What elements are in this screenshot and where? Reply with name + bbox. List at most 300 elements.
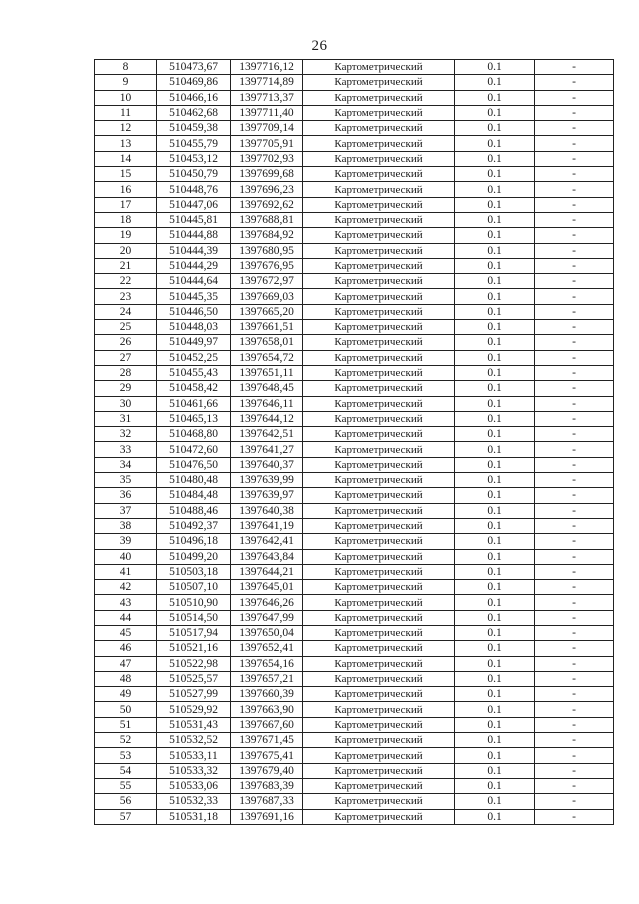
table-row — [95, 641, 614, 656]
method-cell: Картометрический — [303, 228, 455, 243]
accuracy-cell: 0.1 — [455, 580, 535, 595]
x-coordinate-cell: 510521,16 — [157, 641, 231, 656]
point-number-cell: 34 — [95, 457, 157, 472]
x-coordinate-cell: 510488,46 — [157, 503, 231, 518]
table-row — [95, 809, 614, 824]
accuracy-cell: 0.1 — [455, 717, 535, 732]
point-number-cell: 8 — [95, 60, 157, 75]
table-row — [95, 121, 614, 136]
note-cell: - — [535, 580, 614, 595]
y-coordinate-cell: 1397660,39 — [231, 687, 303, 702]
note-cell: - — [535, 411, 614, 426]
point-number-cell: 52 — [95, 733, 157, 748]
point-number-cell: 10 — [95, 90, 157, 105]
x-coordinate-cell: 510503,18 — [157, 564, 231, 579]
y-coordinate-cell: 1397639,99 — [231, 473, 303, 488]
y-coordinate-cell: 1397688,81 — [231, 212, 303, 227]
x-coordinate-cell: 510465,13 — [157, 411, 231, 426]
y-coordinate-cell: 1397644,21 — [231, 564, 303, 579]
table-row — [95, 748, 614, 763]
y-coordinate-cell: 1397639,97 — [231, 488, 303, 503]
method-cell: Картометрический — [303, 656, 455, 671]
accuracy-cell: 0.1 — [455, 75, 535, 90]
point-number-cell: 33 — [95, 442, 157, 457]
method-cell: Картометрический — [303, 105, 455, 120]
table-row — [95, 564, 614, 579]
method-cell: Картометрический — [303, 671, 455, 686]
accuracy-cell: 0.1 — [455, 335, 535, 350]
note-cell: - — [535, 365, 614, 380]
x-coordinate-cell: 510514,50 — [157, 610, 231, 625]
x-coordinate-cell: 510473,67 — [157, 60, 231, 75]
table-row — [95, 534, 614, 549]
accuracy-cell: 0.1 — [455, 60, 535, 75]
y-coordinate-cell: 1397709,14 — [231, 121, 303, 136]
note-cell: - — [535, 794, 614, 809]
y-coordinate-cell: 1397648,45 — [231, 381, 303, 396]
accuracy-cell: 0.1 — [455, 427, 535, 442]
point-number-cell: 41 — [95, 564, 157, 579]
method-cell: Картометрический — [303, 350, 455, 365]
point-number-cell: 27 — [95, 350, 157, 365]
accuracy-cell: 0.1 — [455, 304, 535, 319]
y-coordinate-cell: 1397683,39 — [231, 778, 303, 793]
table-row — [95, 687, 614, 702]
point-number-cell: 50 — [95, 702, 157, 717]
table-row — [95, 381, 614, 396]
method-cell: Картометрический — [303, 457, 455, 472]
point-number-cell: 24 — [95, 304, 157, 319]
y-coordinate-cell: 1397702,93 — [231, 151, 303, 166]
accuracy-cell: 0.1 — [455, 381, 535, 396]
y-coordinate-cell: 1397667,60 — [231, 717, 303, 732]
table-row — [95, 365, 614, 380]
x-coordinate-cell: 510499,20 — [157, 549, 231, 564]
table-row — [95, 182, 614, 197]
y-coordinate-cell: 1397650,04 — [231, 625, 303, 640]
x-coordinate-cell: 510476,50 — [157, 457, 231, 472]
x-coordinate-cell: 510517,94 — [157, 625, 231, 640]
y-coordinate-cell: 1397641,27 — [231, 442, 303, 457]
accuracy-cell: 0.1 — [455, 625, 535, 640]
y-coordinate-cell: 1397643,84 — [231, 549, 303, 564]
method-cell: Картометрический — [303, 381, 455, 396]
method-cell: Картометрический — [303, 549, 455, 564]
table-row — [95, 580, 614, 595]
y-coordinate-cell: 1397696,23 — [231, 182, 303, 197]
x-coordinate-cell: 510532,52 — [157, 733, 231, 748]
method-cell: Картометрический — [303, 75, 455, 90]
method-cell: Картометрический — [303, 778, 455, 793]
accuracy-cell: 0.1 — [455, 121, 535, 136]
y-coordinate-cell: 1397671,45 — [231, 733, 303, 748]
x-coordinate-cell: 510455,79 — [157, 136, 231, 151]
accuracy-cell: 0.1 — [455, 197, 535, 212]
x-coordinate-cell: 510445,81 — [157, 212, 231, 227]
table-row — [95, 733, 614, 748]
method-cell: Картометрический — [303, 167, 455, 182]
note-cell: - — [535, 258, 614, 273]
table-row — [95, 488, 614, 503]
x-coordinate-cell: 510472,60 — [157, 442, 231, 457]
y-coordinate-cell: 1397676,95 — [231, 258, 303, 273]
x-coordinate-cell: 510444,88 — [157, 228, 231, 243]
accuracy-cell: 0.1 — [455, 350, 535, 365]
table-row — [95, 503, 614, 518]
note-cell: - — [535, 595, 614, 610]
accuracy-cell: 0.1 — [455, 702, 535, 717]
note-cell: - — [535, 320, 614, 335]
method-cell: Картометрический — [303, 396, 455, 411]
accuracy-cell: 0.1 — [455, 243, 535, 258]
y-coordinate-cell: 1397680,95 — [231, 243, 303, 258]
table-row — [95, 702, 614, 717]
note-cell: - — [535, 564, 614, 579]
accuracy-cell: 0.1 — [455, 610, 535, 625]
point-number-cell: 31 — [95, 411, 157, 426]
method-cell: Картометрический — [303, 365, 455, 380]
point-number-cell: 28 — [95, 365, 157, 380]
note-cell: - — [535, 778, 614, 793]
table-row — [95, 304, 614, 319]
table-row — [95, 595, 614, 610]
note-cell: - — [535, 197, 614, 212]
point-number-cell: 16 — [95, 182, 157, 197]
accuracy-cell: 0.1 — [455, 763, 535, 778]
point-number-cell: 42 — [95, 580, 157, 595]
table-row — [95, 473, 614, 488]
table-row — [95, 274, 614, 289]
point-number-cell: 25 — [95, 320, 157, 335]
method-cell: Картометрический — [303, 687, 455, 702]
accuracy-cell: 0.1 — [455, 182, 535, 197]
accuracy-cell: 0.1 — [455, 733, 535, 748]
y-coordinate-cell: 1397658,01 — [231, 335, 303, 350]
point-number-cell: 57 — [95, 809, 157, 824]
x-coordinate-cell: 510453,12 — [157, 151, 231, 166]
x-coordinate-cell: 510529,92 — [157, 702, 231, 717]
note-cell: - — [535, 289, 614, 304]
coordinates-table-body — [95, 60, 614, 825]
x-coordinate-cell: 510510,90 — [157, 595, 231, 610]
accuracy-cell: 0.1 — [455, 442, 535, 457]
note-cell: - — [535, 549, 614, 564]
method-cell: Картометрический — [303, 763, 455, 778]
y-coordinate-cell: 1397705,91 — [231, 136, 303, 151]
note-cell: - — [535, 335, 614, 350]
accuracy-cell: 0.1 — [455, 136, 535, 151]
note-cell: - — [535, 427, 614, 442]
method-cell: Картометрический — [303, 320, 455, 335]
note-cell: - — [535, 60, 614, 75]
table-row — [95, 320, 614, 335]
point-number-cell: 35 — [95, 473, 157, 488]
table-row — [95, 350, 614, 365]
x-coordinate-cell: 510533,06 — [157, 778, 231, 793]
table-row — [95, 60, 614, 75]
method-cell: Картометрический — [303, 121, 455, 136]
accuracy-cell: 0.1 — [455, 687, 535, 702]
method-cell: Картометрический — [303, 411, 455, 426]
x-coordinate-cell: 510458,42 — [157, 381, 231, 396]
table-row — [95, 90, 614, 105]
point-number-cell: 29 — [95, 381, 157, 396]
note-cell: - — [535, 350, 614, 365]
table-row — [95, 625, 614, 640]
method-cell: Картометрический — [303, 304, 455, 319]
note-cell: - — [535, 534, 614, 549]
y-coordinate-cell: 1397716,12 — [231, 60, 303, 75]
note-cell: - — [535, 702, 614, 717]
point-number-cell: 30 — [95, 396, 157, 411]
y-coordinate-cell: 1397675,41 — [231, 748, 303, 763]
method-cell: Картометрический — [303, 274, 455, 289]
table-row — [95, 258, 614, 273]
table-row — [95, 105, 614, 120]
table-row — [95, 427, 614, 442]
method-cell: Картометрический — [303, 595, 455, 610]
x-coordinate-cell: 510469,86 — [157, 75, 231, 90]
x-coordinate-cell: 510533,32 — [157, 763, 231, 778]
table-row — [95, 610, 614, 625]
note-cell: - — [535, 151, 614, 166]
method-cell: Картометрический — [303, 794, 455, 809]
method-cell: Картометрический — [303, 335, 455, 350]
x-coordinate-cell: 510461,66 — [157, 396, 231, 411]
point-number-cell: 43 — [95, 595, 157, 610]
y-coordinate-cell: 1397640,38 — [231, 503, 303, 518]
accuracy-cell: 0.1 — [455, 518, 535, 533]
point-number-cell: 46 — [95, 641, 157, 656]
x-coordinate-cell: 510531,43 — [157, 717, 231, 732]
accuracy-cell: 0.1 — [455, 794, 535, 809]
y-coordinate-cell: 1397714,89 — [231, 75, 303, 90]
method-cell: Картометрический — [303, 717, 455, 732]
point-number-cell: 32 — [95, 427, 157, 442]
table-row — [95, 243, 614, 258]
y-coordinate-cell: 1397640,37 — [231, 457, 303, 472]
table-row — [95, 228, 614, 243]
x-coordinate-cell: 510459,38 — [157, 121, 231, 136]
point-number-cell: 54 — [95, 763, 157, 778]
point-number-cell: 56 — [95, 794, 157, 809]
method-cell: Картометрический — [303, 503, 455, 518]
x-coordinate-cell: 510447,06 — [157, 197, 231, 212]
note-cell: - — [535, 75, 614, 90]
point-number-cell: 23 — [95, 289, 157, 304]
point-number-cell: 14 — [95, 151, 157, 166]
method-cell: Картометрический — [303, 258, 455, 273]
method-cell: Картометрический — [303, 564, 455, 579]
accuracy-cell: 0.1 — [455, 151, 535, 166]
table-row — [95, 151, 614, 166]
point-number-cell: 22 — [95, 274, 157, 289]
note-cell: - — [535, 457, 614, 472]
accuracy-cell: 0.1 — [455, 411, 535, 426]
x-coordinate-cell: 510532,33 — [157, 794, 231, 809]
note-cell: - — [535, 473, 614, 488]
x-coordinate-cell: 510444,39 — [157, 243, 231, 258]
method-cell: Картометрический — [303, 702, 455, 717]
note-cell: - — [535, 90, 614, 105]
method-cell: Картометрический — [303, 733, 455, 748]
accuracy-cell: 0.1 — [455, 809, 535, 824]
y-coordinate-cell: 1397711,40 — [231, 105, 303, 120]
point-number-cell: 21 — [95, 258, 157, 273]
point-number-cell: 44 — [95, 610, 157, 625]
y-coordinate-cell: 1397692,62 — [231, 197, 303, 212]
table-row — [95, 335, 614, 350]
y-coordinate-cell: 1397645,01 — [231, 580, 303, 595]
accuracy-cell: 0.1 — [455, 641, 535, 656]
note-cell: - — [535, 212, 614, 227]
method-cell: Картометрический — [303, 442, 455, 457]
x-coordinate-cell: 510449,97 — [157, 335, 231, 350]
accuracy-cell: 0.1 — [455, 167, 535, 182]
point-number-cell: 13 — [95, 136, 157, 151]
y-coordinate-cell: 1397684,92 — [231, 228, 303, 243]
method-cell: Картометрический — [303, 212, 455, 227]
coordinates-table — [94, 59, 614, 825]
note-cell: - — [535, 503, 614, 518]
method-cell: Картометрический — [303, 473, 455, 488]
accuracy-cell: 0.1 — [455, 488, 535, 503]
note-cell: - — [535, 610, 614, 625]
y-coordinate-cell: 1397672,97 — [231, 274, 303, 289]
accuracy-cell: 0.1 — [455, 748, 535, 763]
point-number-cell: 49 — [95, 687, 157, 702]
method-cell: Картометрический — [303, 60, 455, 75]
table-row — [95, 197, 614, 212]
x-coordinate-cell: 510525,57 — [157, 671, 231, 686]
table-row — [95, 212, 614, 227]
x-coordinate-cell: 510507,10 — [157, 580, 231, 595]
table-row — [95, 411, 614, 426]
method-cell: Картометрический — [303, 243, 455, 258]
point-number-cell: 9 — [95, 75, 157, 90]
accuracy-cell: 0.1 — [455, 258, 535, 273]
table-row — [95, 457, 614, 472]
accuracy-cell: 0.1 — [455, 564, 535, 579]
point-number-cell: 47 — [95, 656, 157, 671]
table-row — [95, 717, 614, 732]
x-coordinate-cell: 510448,03 — [157, 320, 231, 335]
note-cell: - — [535, 243, 614, 258]
table-row — [95, 167, 614, 182]
point-number-cell: 20 — [95, 243, 157, 258]
x-coordinate-cell: 510468,80 — [157, 427, 231, 442]
y-coordinate-cell: 1397651,11 — [231, 365, 303, 380]
x-coordinate-cell: 510445,35 — [157, 289, 231, 304]
point-number-cell: 36 — [95, 488, 157, 503]
y-coordinate-cell: 1397654,16 — [231, 656, 303, 671]
accuracy-cell: 0.1 — [455, 289, 535, 304]
note-cell: - — [535, 733, 614, 748]
y-coordinate-cell: 1397642,51 — [231, 427, 303, 442]
x-coordinate-cell: 510444,64 — [157, 274, 231, 289]
x-coordinate-cell: 510452,25 — [157, 350, 231, 365]
accuracy-cell: 0.1 — [455, 671, 535, 686]
note-cell: - — [535, 809, 614, 824]
x-coordinate-cell: 510480,48 — [157, 473, 231, 488]
x-coordinate-cell: 510492,37 — [157, 518, 231, 533]
point-number-cell: 11 — [95, 105, 157, 120]
y-coordinate-cell: 1397647,99 — [231, 610, 303, 625]
accuracy-cell: 0.1 — [455, 656, 535, 671]
y-coordinate-cell: 1397661,51 — [231, 320, 303, 335]
table-row — [95, 75, 614, 90]
x-coordinate-cell: 510444,29 — [157, 258, 231, 273]
point-number-cell: 39 — [95, 534, 157, 549]
note-cell: - — [535, 518, 614, 533]
method-cell: Картометрический — [303, 289, 455, 304]
method-cell: Картометрический — [303, 534, 455, 549]
method-cell: Картометрический — [303, 151, 455, 166]
note-cell: - — [535, 488, 614, 503]
x-coordinate-cell: 510450,79 — [157, 167, 231, 182]
y-coordinate-cell: 1397691,16 — [231, 809, 303, 824]
note-cell: - — [535, 625, 614, 640]
note-cell: - — [535, 717, 614, 732]
accuracy-cell: 0.1 — [455, 274, 535, 289]
y-coordinate-cell: 1397641,19 — [231, 518, 303, 533]
y-coordinate-cell: 1397657,21 — [231, 671, 303, 686]
method-cell: Картометрический — [303, 488, 455, 503]
method-cell: Картометрический — [303, 625, 455, 640]
table-row — [95, 778, 614, 793]
y-coordinate-cell: 1397642,41 — [231, 534, 303, 549]
method-cell: Картометрический — [303, 197, 455, 212]
method-cell: Картометрический — [303, 518, 455, 533]
y-coordinate-cell: 1397652,41 — [231, 641, 303, 656]
note-cell: - — [535, 381, 614, 396]
x-coordinate-cell: 510448,76 — [157, 182, 231, 197]
note-cell: - — [535, 748, 614, 763]
accuracy-cell: 0.1 — [455, 549, 535, 564]
note-cell: - — [535, 167, 614, 182]
x-coordinate-cell: 510496,18 — [157, 534, 231, 549]
y-coordinate-cell: 1397699,68 — [231, 167, 303, 182]
note-cell: - — [535, 136, 614, 151]
table-row — [95, 289, 614, 304]
y-coordinate-cell: 1397687,33 — [231, 794, 303, 809]
accuracy-cell: 0.1 — [455, 228, 535, 243]
x-coordinate-cell: 510484,48 — [157, 488, 231, 503]
table-row — [95, 396, 614, 411]
method-cell: Картометрический — [303, 641, 455, 656]
accuracy-cell: 0.1 — [455, 90, 535, 105]
note-cell: - — [535, 641, 614, 656]
method-cell: Картометрический — [303, 809, 455, 824]
accuracy-cell: 0.1 — [455, 473, 535, 488]
method-cell: Картометрический — [303, 610, 455, 625]
note-cell: - — [535, 121, 614, 136]
note-cell: - — [535, 105, 614, 120]
x-coordinate-cell: 510527,99 — [157, 687, 231, 702]
method-cell: Картометрический — [303, 748, 455, 763]
method-cell: Картометрический — [303, 427, 455, 442]
accuracy-cell: 0.1 — [455, 457, 535, 472]
x-coordinate-cell: 510466,16 — [157, 90, 231, 105]
point-number-cell: 18 — [95, 212, 157, 227]
x-coordinate-cell: 510522,98 — [157, 656, 231, 671]
accuracy-cell: 0.1 — [455, 365, 535, 380]
point-number-cell: 53 — [95, 748, 157, 763]
note-cell: - — [535, 442, 614, 457]
note-cell: - — [535, 274, 614, 289]
method-cell: Картометрический — [303, 182, 455, 197]
point-number-cell: 45 — [95, 625, 157, 640]
